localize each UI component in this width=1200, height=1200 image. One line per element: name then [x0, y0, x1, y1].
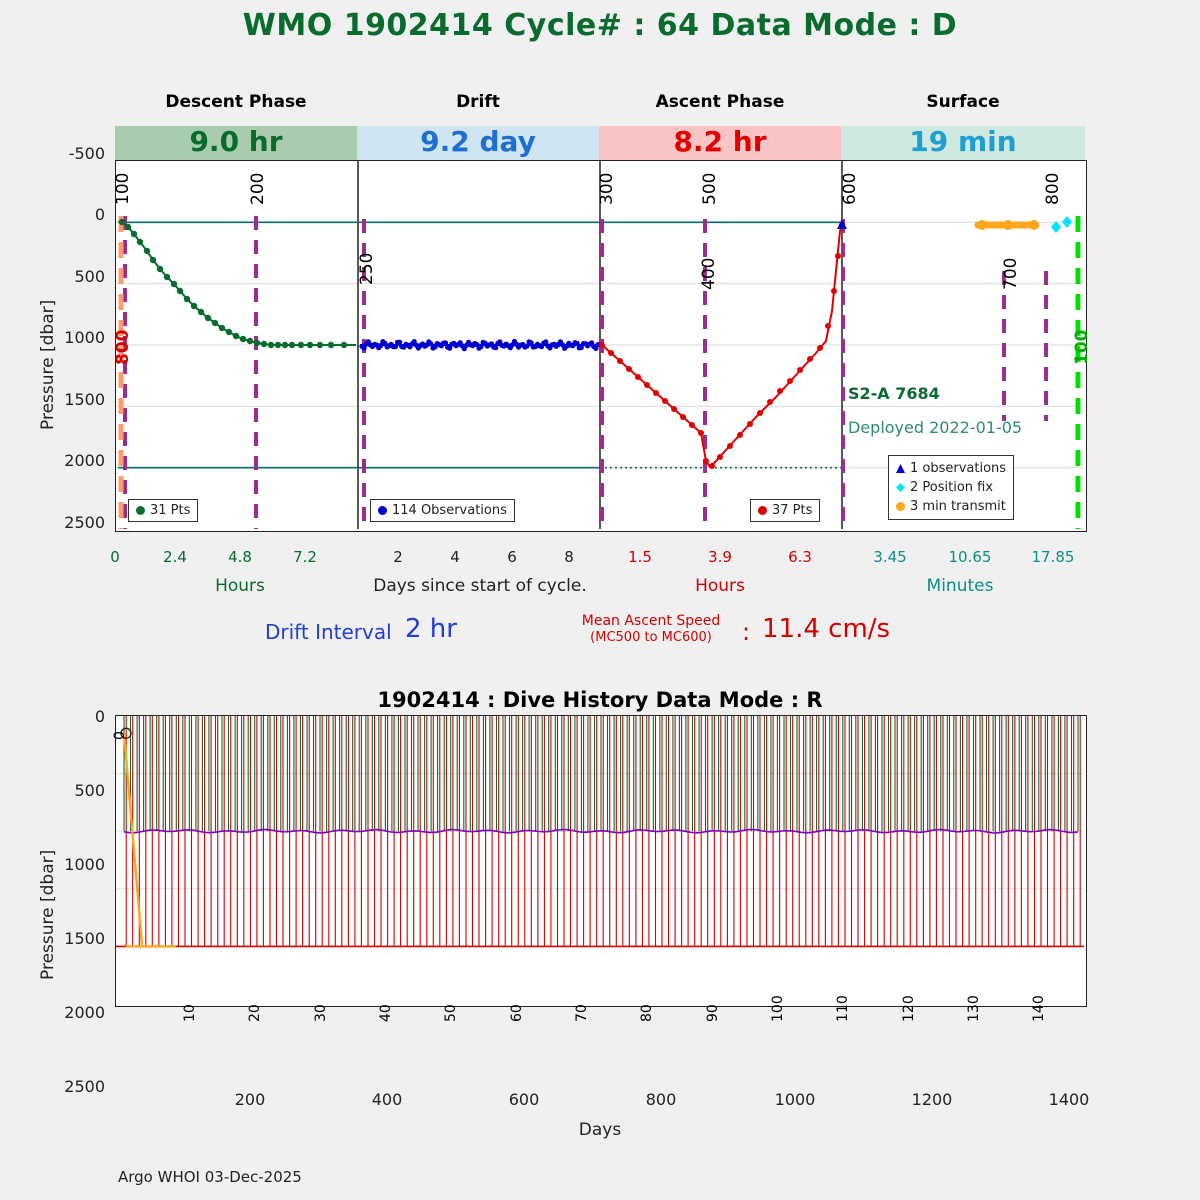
- phase-label-drift: Drift: [456, 92, 500, 112]
- cycle-label-110: 110: [835, 995, 852, 1022]
- top-xtick-a1: 3.9: [708, 548, 732, 566]
- cycle-label-30: 30: [312, 1004, 329, 1022]
- drift-interval-value: 2 hr: [405, 614, 457, 644]
- surface-markers: [977, 216, 1072, 233]
- legend-marker-drift: [378, 506, 387, 515]
- cycle-label-50: 50: [443, 1004, 460, 1022]
- phase-value-descent: 9.0 hr: [189, 125, 283, 158]
- cycle-label-60: 60: [508, 1004, 525, 1022]
- legend-surface: [888, 455, 1014, 520]
- footer-text: Argo WHOI 03-Dec-2025: [118, 1168, 302, 1186]
- bot-origin-label: 0: [112, 731, 128, 740]
- top-ylabel: Pressure [dbar]: [38, 299, 58, 430]
- mission-code-400: 400: [699, 257, 719, 290]
- phase-value-ascent: 8.2 hr: [673, 125, 767, 158]
- bot-xtick-3: 800: [645, 1090, 677, 1109]
- legend-surface-row-1: [896, 478, 1006, 497]
- cycle-label-20: 20: [247, 1004, 264, 1022]
- ascent-speed-label-2: (MC500 to MC600): [590, 630, 712, 645]
- mission-code-200: 200: [248, 172, 268, 205]
- top-xtick-r3: 8: [564, 548, 574, 566]
- top-ytick-5: 2000: [64, 451, 105, 470]
- cycle-label-90: 90: [704, 1004, 721, 1022]
- bot-xtick-2: 600: [508, 1090, 540, 1109]
- top-xtick-s1: 10.65: [948, 548, 992, 566]
- mission-code-800: 800: [1043, 172, 1063, 205]
- cycle-label-70: 70: [573, 1004, 590, 1022]
- legend-ascent-label: 37 Pts: [772, 503, 813, 518]
- legend-marker-descent: [136, 506, 145, 515]
- legend-drift: [370, 499, 515, 522]
- legend-surface-row-2: [896, 497, 1006, 516]
- bot-xtick-0: 200: [234, 1090, 266, 1109]
- legend-drift-label: 114 Observations: [392, 503, 507, 518]
- cycle-label-80: 80: [639, 1004, 656, 1022]
- cycle-label-10: 10: [181, 1004, 198, 1022]
- legend-marker-ascent: [758, 506, 767, 515]
- bot-xtick-6: 1400: [1048, 1090, 1090, 1109]
- bot-ytick-2: 1000: [64, 855, 105, 874]
- cycle-label-40: 40: [377, 1004, 394, 1022]
- dive-history-plot: [115, 715, 1087, 1007]
- float-id: S2-A 7684: [848, 384, 940, 403]
- top-ytick-1: 0: [94, 205, 105, 224]
- top-xaxis-surface: Minutes: [926, 576, 994, 596]
- cycle-label-130: 130: [965, 995, 982, 1022]
- top-xtick-d2: 4.8: [228, 548, 252, 566]
- dive-history-svg: [116, 716, 1084, 1004]
- circle-icon: [896, 502, 905, 511]
- mission-code-250: 250: [357, 252, 377, 285]
- top-xtick-d1: 2.4: [163, 548, 187, 566]
- triangle-icon: [896, 464, 905, 473]
- mission-code-800-red: 800: [113, 329, 133, 365]
- phase-value-surface: 19 min: [909, 125, 1017, 158]
- ascent-speed-label-1: Mean Ascent Speed: [581, 613, 721, 629]
- top-ytick-3: 1000: [64, 328, 105, 347]
- top-ytick-2: 500: [74, 267, 105, 286]
- mission-code-600: 600: [840, 172, 860, 205]
- phase-value-drift: 9.2 day: [420, 125, 536, 158]
- bot-xtick-4: 1000: [774, 1090, 816, 1109]
- bottom-ylabel: Pressure [dbar]: [38, 849, 58, 980]
- legend-surface-row-0: [896, 459, 1006, 478]
- page-title: WMO 1902414 Cycle# : 64 Data Mode : D: [242, 8, 958, 43]
- top-xtick-a2: 6.3: [788, 548, 812, 566]
- drift-interval-label: Drift Interval: [265, 620, 392, 644]
- legend-surface-label-1: 2 Position fix: [910, 480, 994, 495]
- bot-ytick-1: 500: [74, 781, 105, 800]
- top-xaxis-ascent: Hours: [695, 576, 745, 596]
- bottom-xlabel: Days: [578, 1120, 622, 1140]
- legend-ascent: [750, 499, 820, 522]
- ascent-series: [599, 219, 847, 469]
- legend-descent: [128, 499, 198, 522]
- phase-label-descent: Descent Phase: [165, 92, 307, 112]
- top-xtick-d3: 7.2: [293, 548, 317, 566]
- dive-history-title: 1902414 : Dive History Data Mode : R: [377, 688, 823, 712]
- drift-series: [359, 339, 600, 351]
- cycle-label-140: 140: [1031, 995, 1048, 1022]
- top-xtick-s2: 17.85: [1031, 548, 1075, 566]
- ascent-speed-value: 11.4 cm/s: [762, 614, 891, 644]
- diamond-icon: [896, 483, 905, 492]
- top-xaxis-drift: Days since start of cycle.: [373, 576, 587, 596]
- phase-label-ascent: Ascent Phase: [655, 92, 785, 112]
- top-ytick-6: 2500: [64, 513, 105, 532]
- legend-descent-label: 31 Pts: [150, 503, 191, 518]
- mission-code-100: 100: [113, 172, 133, 205]
- mission-code-300: 300: [597, 172, 617, 205]
- legend-surface-label-2: 3 min transmit: [910, 499, 1006, 514]
- legend-surface-label-0: 1 observations: [910, 461, 1007, 476]
- phase-label-surface: Surface: [926, 92, 1000, 112]
- bot-ytick-5: 2500: [64, 1077, 105, 1096]
- bot-xtick-1: 400: [371, 1090, 403, 1109]
- top-ytick-4: 1500: [64, 390, 105, 409]
- top-xtick-a0: 1.5: [628, 548, 652, 566]
- top-xtick-d0: 0: [110, 548, 120, 566]
- bot-ytick-3: 1500: [64, 929, 105, 948]
- top-xtick-s0: 3.45: [873, 548, 907, 566]
- mission-code-700: 700: [1001, 257, 1021, 290]
- bot-ytick-0: 0: [94, 707, 105, 726]
- top-xtick-r0: 2: [393, 548, 403, 566]
- bot-ytick-4: 2000: [64, 1003, 105, 1022]
- top-xtick-r1: 4: [450, 548, 460, 566]
- float-deployed: Deployed 2022-01-05: [848, 418, 1023, 437]
- top-xtick-r2: 6: [507, 548, 517, 566]
- top-ytick-0: -500: [68, 144, 105, 163]
- top-xaxis-descent: Hours: [215, 576, 265, 596]
- cycle-label-120: 120: [900, 995, 917, 1022]
- bot-xtick-5: 1200: [911, 1090, 953, 1109]
- ascent-speed-colon: :: [742, 618, 751, 646]
- cycle-label-100: 100: [769, 995, 786, 1022]
- mission-code-100-green: 100: [1072, 329, 1092, 365]
- mission-code-500: 500: [700, 172, 720, 205]
